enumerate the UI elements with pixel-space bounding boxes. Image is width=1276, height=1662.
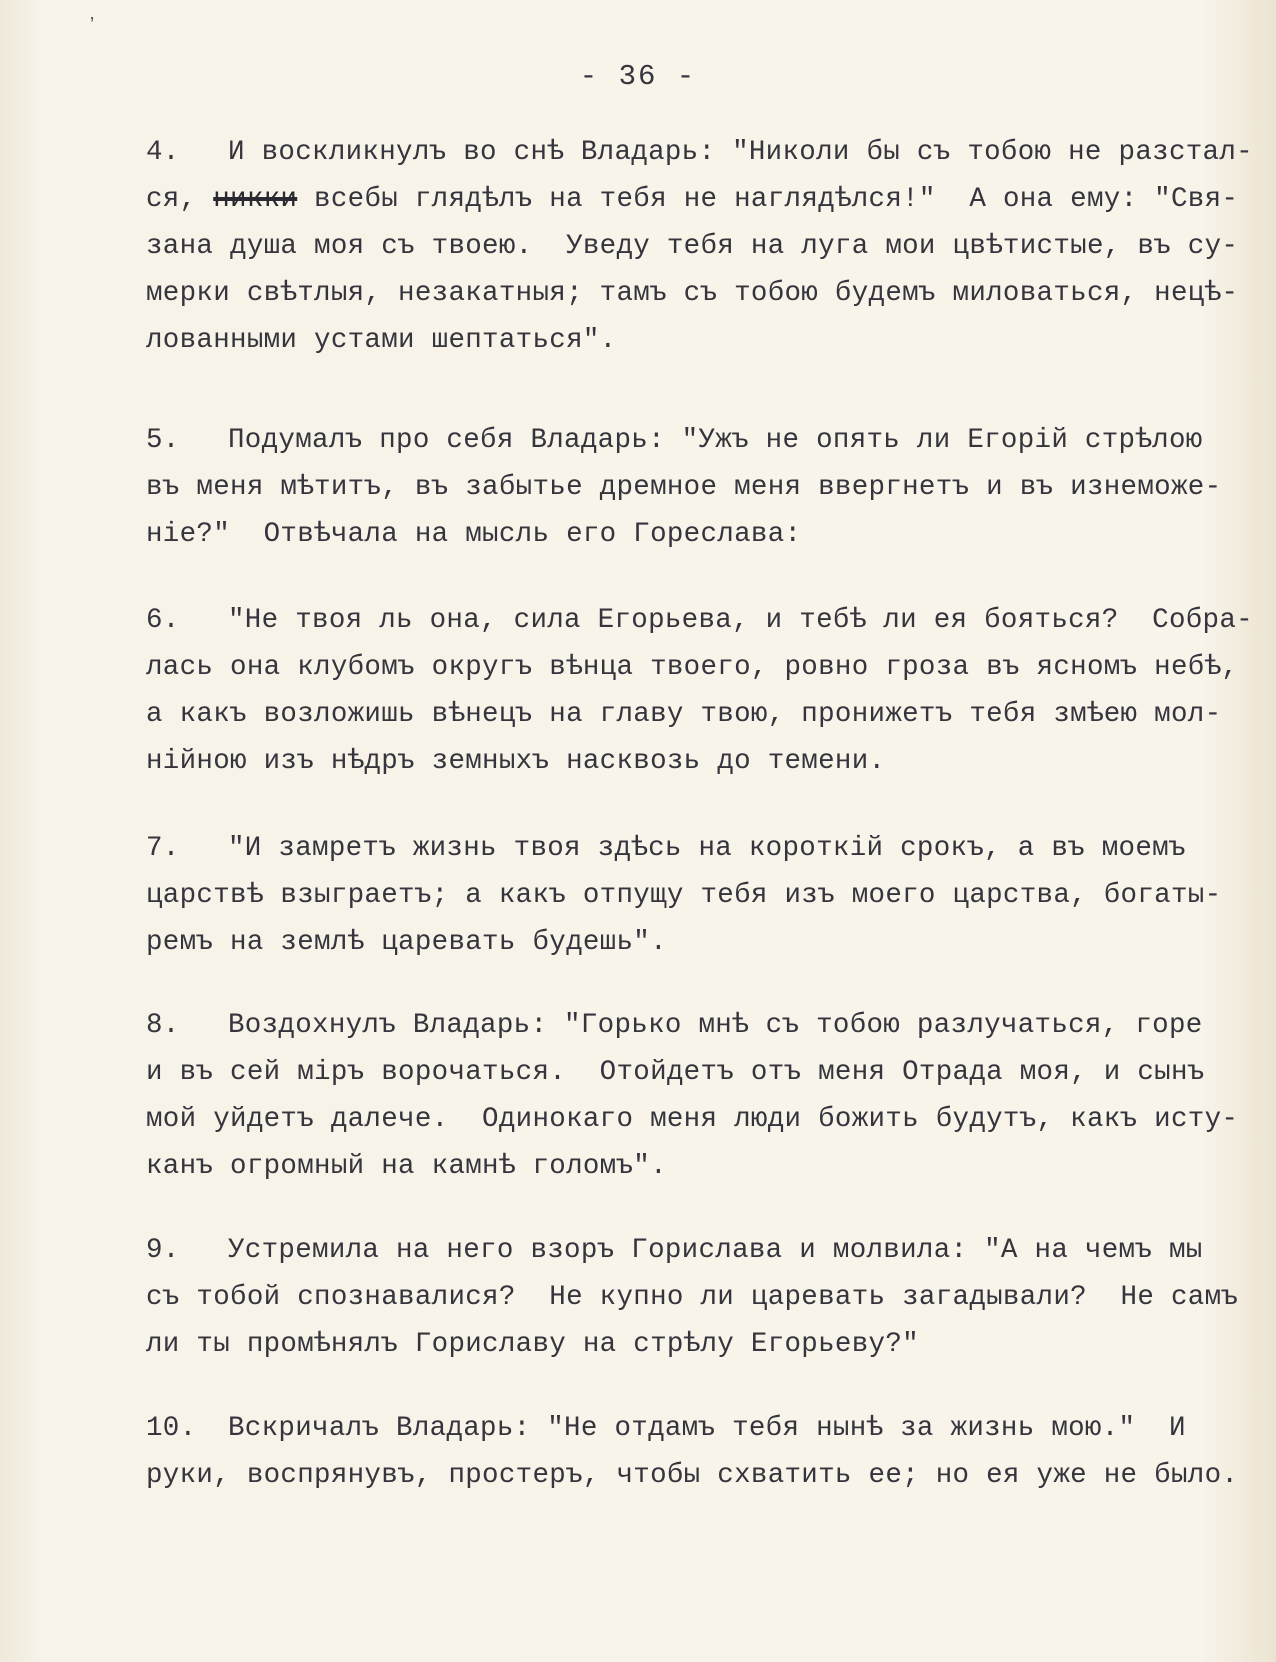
stanza-text: ли ты промѣнялъ Гориславу на стрѣлу Егорьеву?" — [146, 1329, 919, 1360]
stanza-line — [146, 919, 1246, 966]
stanza-number: 9. — [146, 1235, 180, 1266]
stanza-text: мой уйдетъ далече. Одинокаго меня люди божить будутъ, какъ исту- — [146, 1104, 1239, 1135]
stanza-line — [146, 464, 1246, 511]
stanza-text: съ тобой спознавалися? Не купно ли царевать загадывали? Не самъ — [146, 1282, 1239, 1313]
page-number: - 36 - — [579, 60, 697, 93]
stanza-text: Воздохнулъ Владарь: "Горько мнѣ съ тобою разлучаться, горе — [228, 1010, 1203, 1041]
stanza-line — [146, 317, 1246, 364]
stanza-text: канъ огромный на камнѣ голомъ". — [146, 1151, 667, 1182]
stanza-4 — [146, 129, 1253, 364]
stanza-line — [146, 270, 1246, 317]
stanza-9 — [146, 1227, 1246, 1368]
stanza-line — [146, 644, 1246, 691]
stanza-number: 4. — [146, 137, 180, 168]
stanza-number: 7. — [146, 833, 180, 864]
stanza-text: нійною изъ нѣдръ земныхъ насквозь до темени. — [146, 746, 886, 777]
stanza-line — [146, 1227, 1246, 1274]
stanza-text: Подумалъ про себя Владарь: "Ужъ не опять ли Егорій стрѣлою — [228, 425, 1203, 456]
stanza-text: ся, — [146, 184, 214, 215]
stanza-line — [146, 1452, 1246, 1499]
stanza-line — [146, 129, 1253, 176]
stanza-line — [146, 1049, 1246, 1096]
stanza-number: 6. — [146, 605, 180, 636]
stanza-text: царствѣ взыграетъ; а какъ отпущу тебя изъ моего царства, богаты- — [146, 880, 1222, 911]
stanza-text: всебы глядѣлъ на тебя не наглядѣлся!" А она ему: "Свя- — [297, 184, 1239, 215]
stanza-line — [146, 1143, 1246, 1190]
stanza-number: 10. — [146, 1413, 197, 1444]
stanza-text: руки, воспрянувъ, простеръ, чтобы схватить ее; но ея уже не было. — [146, 1460, 1239, 1491]
stanza-8 — [146, 1002, 1246, 1190]
stanza-line — [146, 1405, 1246, 1452]
stanza-text: мерки свѣтлыя, незакатныя; тамъ съ тобою будемъ миловаться, нецѣ- — [146, 278, 1239, 309]
stanza-text: ніе?" Отвѣчала на мысль его Гореслава: — [146, 519, 802, 550]
stanza-7 — [146, 825, 1246, 966]
stanza-text: и въ сей міръ ворочаться. Отойдетъ отъ меня Отрада моя, и сынъ — [146, 1057, 1205, 1088]
stanza-line — [146, 417, 1246, 464]
stanza-text: лась она клубомъ округъ вѣнца твоего, ровно гроза въ ясномъ небѣ, — [146, 652, 1239, 683]
stanza-text: а какъ возложишь вѣнецъ на главу твою, пронижетъ тебя змѣею мол- — [146, 699, 1222, 730]
stanza-text: "И замретъ жизнь твоя здѣсь на короткій срокъ, а въ моемъ — [228, 833, 1186, 864]
stanza-line — [146, 825, 1246, 872]
stanza-text: лованными устами шептаться". — [146, 325, 617, 356]
stanza-line — [146, 511, 1246, 558]
stanza-number: 5. — [146, 425, 180, 456]
stanza-line — [146, 738, 1246, 785]
struck-out-word: никки — [213, 184, 298, 215]
stanza-line — [146, 1096, 1246, 1143]
stanza-text: "Не твоя ль она, сила Егорьева, и тебѣ ли ея бояться? Собра- — [228, 605, 1253, 636]
stanza-text: зана душа моя съ твоею. Уведу тебя на луга мои цвѣтистые, въ су- — [146, 231, 1239, 262]
stanza-text: Устремила на него взоръ Горислава и молвила: "А на чемъ мы — [228, 1235, 1203, 1266]
stanza-6 — [146, 597, 1253, 785]
stanza-text: ремъ на землѣ царевать будешь". — [146, 927, 667, 958]
stanza-number: 8. — [146, 1010, 180, 1041]
stanza-10 — [146, 1405, 1246, 1499]
stanza-line — [146, 691, 1246, 738]
stanza-line — [146, 872, 1246, 919]
stanza-text: И воскликнулъ во снѣ Владарь: "Николи бы съ тобою не разстал- — [228, 137, 1253, 168]
stanza-text: Вскричалъ Владарь: "Не отдамъ тебя нынѣ за жизнь мою." И — [228, 1413, 1186, 1444]
corner-mark: ʼ — [86, 16, 99, 39]
stanza-line — [146, 597, 1253, 644]
stanza-line — [146, 223, 1246, 270]
stanza-line — [146, 1274, 1246, 1321]
stanza-text: въ меня мѣтитъ, въ забытье дремное меня ввергнетъ и въ изнеможе- — [146, 472, 1222, 503]
stanza-line — [146, 1321, 1246, 1368]
stanza-5 — [146, 417, 1246, 558]
stanza-line — [146, 1002, 1246, 1049]
stanza-line — [146, 176, 1246, 223]
